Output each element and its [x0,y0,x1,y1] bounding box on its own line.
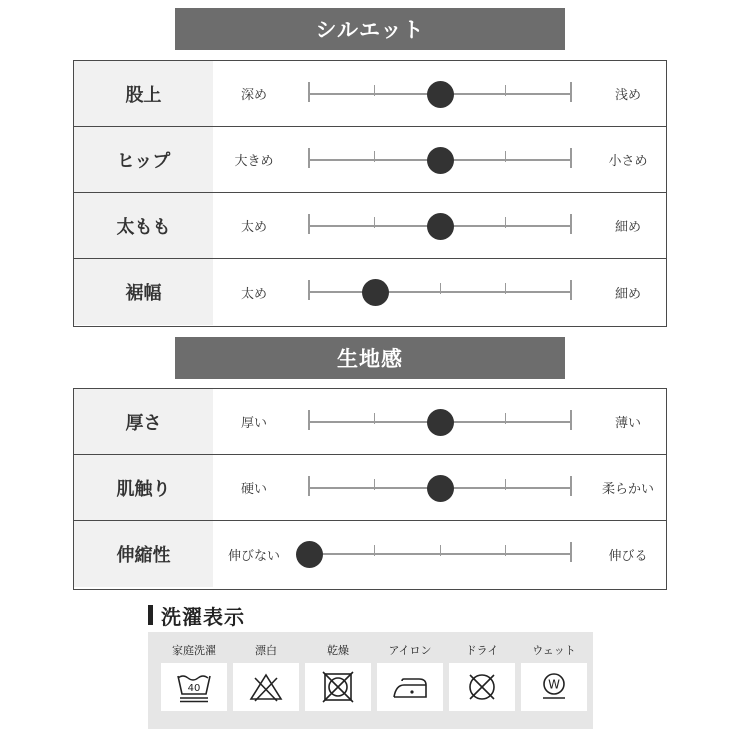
scale-tick [505,151,506,162]
bleach-prohibited-icon [233,663,299,711]
scale-tick [570,214,572,234]
scale-marker [427,147,454,174]
scale-tick [374,545,375,556]
scale-tick [570,410,572,430]
scale-left-text: 太め [240,220,267,235]
scale-right-text: 細め [614,286,641,302]
scale-right-text: 薄い [614,416,641,431]
scale-left-text: 硬い [240,482,267,497]
scale-row-stretch [74,521,666,587]
scale-row-rise [74,61,666,127]
scale-tick [374,85,375,96]
care-item-home-wash [161,632,227,729]
scale-tick [570,476,572,496]
scale-marker [296,541,323,568]
care-label: アイロン [388,644,432,657]
scale-left-text: 大きめ [234,154,274,169]
fabric-header: 生地感 [175,337,565,379]
scale-tick [570,542,572,562]
row-label: 裾幅 [74,259,213,325]
care-item-dry-clean [449,632,515,729]
row-label: 伸縮性 [74,521,213,587]
row-label: ヒップ [74,127,213,192]
scale-tick [505,479,506,490]
care-label: 家庭洗濯 [172,644,216,657]
scale-row-thickness [74,389,666,455]
scale-row-thigh [74,193,666,259]
scale-tick [505,545,506,556]
scale-tick [505,413,506,424]
scale-tick [570,280,572,300]
silhouette-table [73,60,667,327]
scale-marker [362,279,389,306]
scale-left-text: 深め [240,88,267,103]
dry-clean-prohibited-icon [449,663,515,711]
row-label: 厚さ [74,389,213,454]
care-title [148,601,245,629]
scale-right-text: 浅め [614,88,641,103]
title-bar-mark [148,605,153,625]
scale-tick [505,85,506,96]
scale-tick [308,410,310,430]
care-label: 乾燥 [327,644,349,657]
scale-tick [308,214,310,234]
scale-row-hip [74,127,666,193]
care-label: ウェット [532,644,576,657]
scale-marker [427,409,454,436]
scale-tick [440,545,441,556]
scale-tick [308,82,310,102]
care-label: ドライ [465,644,499,657]
care-title-text: 洗濯表示 [161,604,245,629]
iron-low-temp-icon [377,663,443,711]
scale-right-text: 小さめ [608,154,648,169]
wet-letter-text: W [548,677,560,692]
scale-row-texture [74,455,666,521]
silhouette-header: シルエット [175,8,565,50]
care-item-bleach [233,632,299,729]
wet-clean-icon [521,663,587,711]
scale-tick [505,217,506,228]
care-panel [148,632,593,729]
wash-tub-40-icon [161,663,227,711]
scale-tick [308,476,310,496]
row-label: 股上 [74,61,213,126]
fabric-table [73,388,667,590]
care-item-dry [305,632,371,729]
wash-temp-text: 40 [187,683,201,694]
scale-tick [374,217,375,228]
scale-right-text: 柔らかい [601,482,654,497]
scale-tick [308,148,310,168]
scale-tick [374,413,375,424]
scale-marker [427,213,454,240]
scale-right-text: 伸びる [608,548,648,564]
scale-left-text: 太め [240,286,267,302]
scale-tick [570,148,572,168]
scale-marker [427,81,454,108]
scale-tick [440,283,441,294]
scale-tick [570,82,572,102]
scale-tick [308,280,310,300]
row-label: 太もも [74,193,213,258]
scale-left-text: 伸びない [227,548,280,564]
scale-tick [374,151,375,162]
scale-tick [374,479,375,490]
scale-tick [505,283,506,294]
care-item-wet-clean [521,632,587,729]
scale-marker [427,475,454,502]
scale-left-text: 厚い [240,416,267,431]
care-item-iron [377,632,443,729]
tumble-dry-prohibited-icon [305,663,371,711]
row-label: 肌触り [74,455,213,520]
scale-row-hem-width [74,259,666,325]
care-label: 漂白 [255,644,277,657]
scale-right-text: 細め [614,220,641,235]
